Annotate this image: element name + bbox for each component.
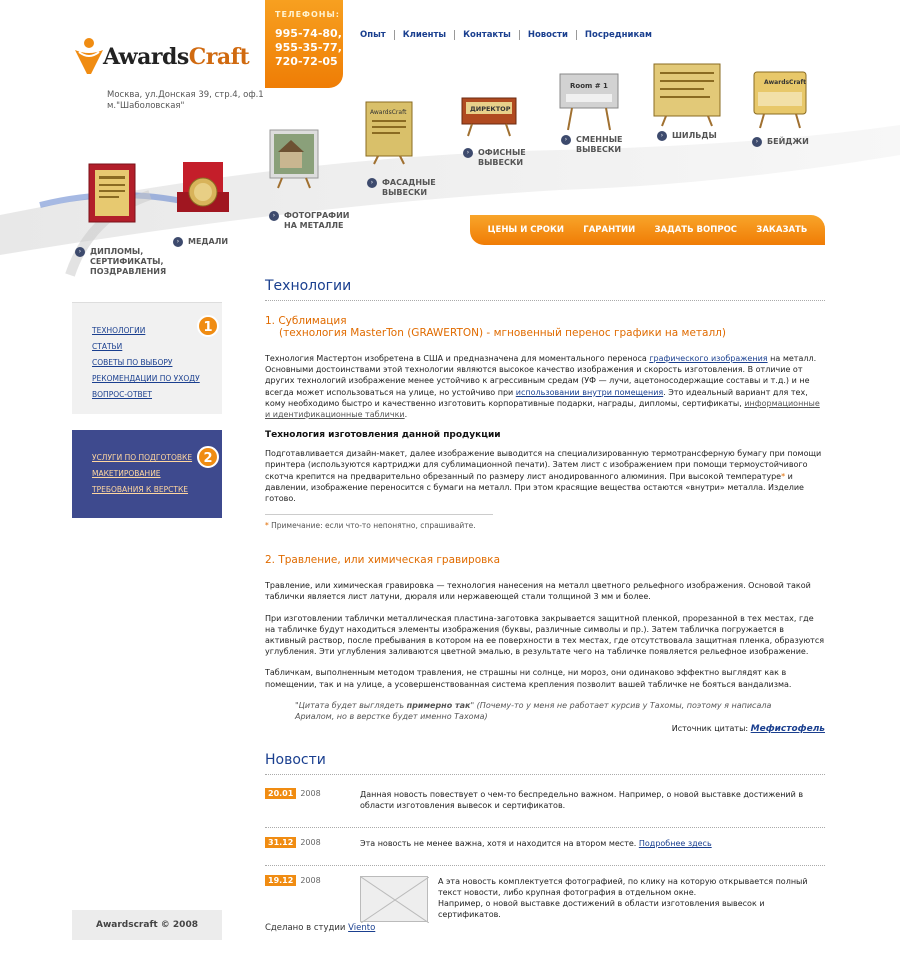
phone-number: 720-72-05 [275,55,338,68]
category-diplomas[interactable]: › ДИПЛОМЫ, СЕРТИФИКАТЫ, ПОЗДРАВЛЕНИЯ [90,247,166,277]
read-more-link[interactable]: Подробнее здесь [638,838,712,848]
news-title: Новости [265,752,825,775]
order-button[interactable]: ЗАКАЗАТЬ [756,225,808,235]
nav-partners[interactable]: Посредникам [576,30,660,40]
arrow-right-icon: › [75,247,85,257]
section-heading-sublimation: 1. Сублимация (технология MasterTon (GRAWERTON) - мгновенный перенос графики на металл) [265,315,726,339]
nav-clients[interactable]: Клиенты [394,30,454,40]
address-line: Москва, ул.Донская 39, стр.4, оф.1 [107,90,264,100]
studio-link[interactable]: Viento [348,923,376,933]
main-content [265,278,825,938]
metal-photo-image[interactable] [268,128,320,190]
sidebar-menu-2 [72,430,222,518]
logo[interactable] [73,36,253,76]
sidebar-menu-1 [72,302,222,414]
phone-number: 955-35-77, [275,41,342,54]
phones-block [265,0,343,88]
sidebar-item-preparation[interactable]: УСЛУГИ ПО ПОДГОТОВКЕ [92,453,193,462]
image-placeholder-icon [361,877,429,923]
news-item [265,779,825,828]
category-facade-signs[interactable]: › ФАСАДНЫЕ ВЫВЕСКИ [382,178,436,198]
subheading: Технология изготовления данной продукции [265,430,501,441]
nameplate-image[interactable] [652,62,724,128]
facade-sign-text: AwardsCraft [370,109,407,116]
logo-text-craft: Craft [188,44,250,70]
arrow-right-icon: › [752,137,762,147]
news-date: 20.01 2008 [265,789,360,811]
arrow-right-icon: › [173,237,183,247]
prices-button[interactable]: ЦЕНЫ И СРОКИ [487,225,565,235]
news-text: Эта новость не менее важна, хотя и находится на втором месте. Подробнее здесь [360,838,712,848]
page-title: Технологии [265,278,825,301]
link-indoor-use[interactable]: использовании внутри помещения [515,387,664,397]
blockquote: "Цитата будет выглядеть примерно так" (Почему-то у меня не работает курсив у Тахомы, поэтому я написала Ариалом, но в верстке будет именно Тахома) [295,700,772,721]
sidebar-item-articles[interactable]: СТАТЬИ [92,342,123,351]
category-nameplates[interactable]: › ШИЛЬДЫ [672,131,717,141]
facade-sign-image[interactable] [364,100,416,166]
paragraph: Технология Мастертон изобретена в США и предназначена для моментального переноса графического изображения на металл. Основными достоинствами этой технологии являются высокое качество изображения и скорость изготовления. В отличие от других технологий изображение менее устойчиво к агрессивным средам (УФ — лучи, ацетоносодержащие составы и т.д.) и не всегда может использоваться на улице, но устойчиво при использовании внутри помещения. Это идеальный вариант для тех, кому необходимо быстро и качественно изготовить корпоративные подарки, награды, дипломы, сертификаты, информационные и идентификационные таблички. [265,354,820,420]
phones-title: ТЕЛЕФОНЫ: [275,10,340,19]
sidebar-item-mockups[interactable]: МАКЕТИРОВАНИЕ [92,469,161,478]
link-graphic-image[interactable]: графического изображения [649,354,768,363]
guarantees-button[interactable]: ГАРАНТИИ [583,225,636,235]
paragraph: Табличкам, выполненным методом травления, не страшны ни солнце, ни мороз, они одинаково эффектно выглядят как в помещении, так и на улице, а усовершенствованная система крепления позволит вашей табличке не бояться вандализма. [265,668,792,689]
category-metal-photos[interactable]: › ФОТОГРАФИИ НА МЕТАЛЛЕ [284,211,349,231]
section-heading-etching: 2. Травление, или химическая гравировка [265,554,501,567]
room-sign-text: Room # 1 [570,82,608,90]
action-bar [470,215,825,245]
top-nav [360,30,660,40]
section-number-badge: 2 [197,446,219,468]
news-text: А эта новость комплектуется фотографией, по клику на которую открывается полный текст новости, либо крупная фотография в отдельном окне. Например, о новой выставке достижений в области изготовления вывесок и сертификатов. [438,876,808,919]
arrow-right-icon: › [367,178,377,188]
office-sign-image[interactable] [460,96,520,138]
sidebar-item-faq[interactable]: ВОПРОС-ОТВЕТ [92,390,153,399]
category-badges[interactable]: › БЕЙДЖИ [767,137,809,147]
made-by: Сделано в студии Viento [265,923,376,933]
logo-text-awards: Awards [103,44,189,70]
badge-image[interactable] [752,70,808,130]
category-changeable-signs[interactable]: › СМЕННЫЕ ВЫВЕСКИ [576,135,622,155]
quote-source: Источник цитаты: Мефистофель [671,723,825,734]
phone-number: 995-74-80, [275,27,342,40]
badge-brand-text: AwardsCraft [764,79,806,86]
paragraph: При изготовлении таблички металлическая пластина-заготовка закрывается защитной пленкой, прорезанной в тех местах, где на табличке будут находиться элементы изображения (буквы, различные символы и пр.). Затем табличка погружается в активный раствор, после пребывания в котором на ее поверхности в тех местах, где отсутствовала защитная пленка, образуются углубления. Эти углубления заливаются цветной эмалью, в результате чего на табличке появляется рельефное изображение. [265,613,825,657]
news-photo-placeholder[interactable] [360,876,428,922]
diploma-image[interactable] [85,160,145,230]
arrow-right-icon: › [463,148,473,158]
category-office-signs[interactable]: › ОФИСНЫЕ ВЫВЕСКИ [478,148,526,168]
nav-news[interactable]: Новости [519,30,576,40]
quote-source-link[interactable]: Мефистофель [750,723,825,734]
news-date: 31.12 2008 [265,838,360,849]
paragraph: Травление, или химическая гравировка — технология нанесения на металл цветного рельефного изображения. Основой такой таблички является лист латуни, дюраля или нержавеющей стали толщиной 3 мм и более. [265,581,811,602]
logo-figure-icon [73,36,105,76]
news-item [265,828,825,866]
office-sign-text: ДИРЕКТОР [470,105,511,113]
ask-question-button[interactable]: ЗАДАТЬ ВОПРОС [654,225,738,235]
metro-line: м."Шаболовская" [107,101,185,111]
section-number-badge: 1 [197,315,219,337]
paragraph: Подготавливается дизайн-макет, далее изображение выводится на специализированную термотрансферную бумагу при помощи принтера (используются картриджи для сублимационной печати). Затем лист с изображением при помощи термоустойчивого скотча крепится на предварительно обрезанный по размеру лист анодированного алюминия. При высокой температуре* и давлении, изображение переносится с бумаги на металл. При этом красящие вещества остаются «внутри» металла. Изделие готово. [265,449,822,504]
changeable-sign-image[interactable] [556,68,622,134]
news-text: Данная новость повествует о чем-то беспредельно важном. Например, о новой выставке достижений в области изготовления вывесок и сертификатов. [360,789,804,810]
news-date: 19.12 2008 [265,876,360,922]
arrow-right-icon: › [657,131,667,141]
sidebar-item-technologies[interactable]: ТЕХНОЛОГИИ [92,326,146,335]
nav-contacts[interactable]: Контакты [454,30,519,40]
sidebar-item-selection-tips[interactable]: СОВЕТЫ ПО ВЫБОРУ [92,358,173,367]
nav-experience[interactable]: Опыт [360,30,386,40]
sidebar-item-layout-reqs[interactable]: ТРЕБОВАНИЯ К ВЕРСТКЕ [92,485,189,494]
category-medals[interactable]: › МЕДАЛИ [188,237,228,247]
arrow-right-icon: › [269,211,279,221]
footnote: * Примечание: если что-то непонятно, спрашивайте. [265,514,493,530]
link-info-plates[interactable]: информационные и идентификационные таблички [265,398,820,420]
sidebar-item-care[interactable]: РЕКОМЕНДАЦИИ ПО УХОДУ [92,374,200,383]
arrow-right-icon: › [561,135,571,145]
medal-image[interactable] [175,158,235,223]
copyright: Awardscraft © 2008 [72,910,222,940]
